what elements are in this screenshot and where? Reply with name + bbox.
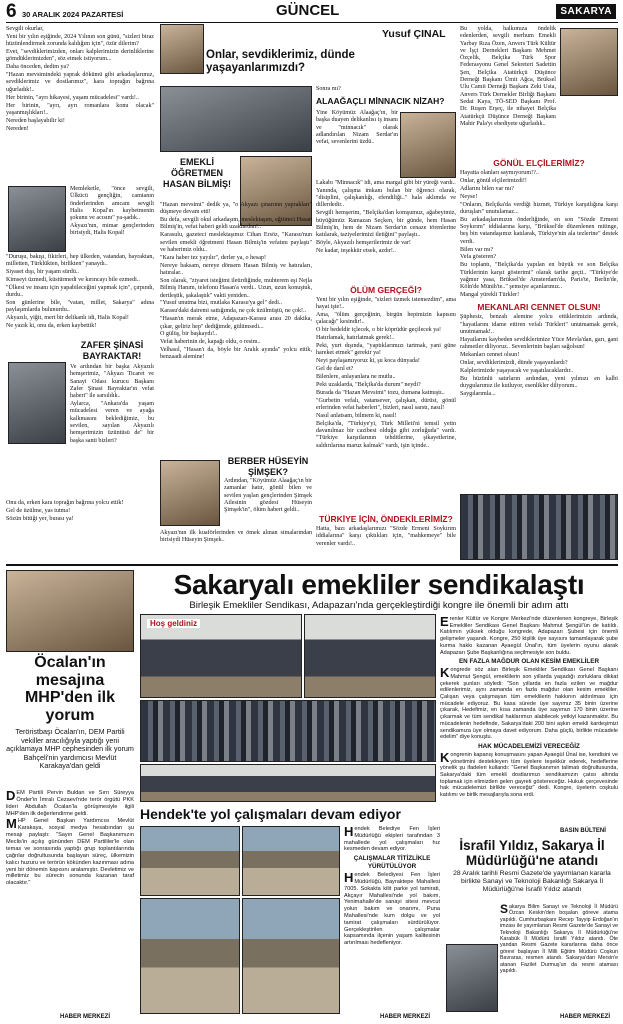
- paragraph: "Duruşu, bakışı, fikirleri, hep ülkeden, vatandan, bayraktan, milletten, Türklükten, birlikten" yanaydı..: [6, 254, 154, 268]
- paragraph: Sevgili okurlar,: [6, 26, 44, 32]
- yildiz-byline: HABER MERKEZİ: [560, 1014, 611, 1020]
- paragraph: Akyazı'nın ilk kuaförlerinden ve ömek alınan simalarından birisiydi Hüseyin Şimşek..: [160, 530, 312, 544]
- column-headline: Onlar, sevdiklerimiz, dünde yaşayanlarımızdı?: [206, 49, 355, 74]
- column-author: Yusuf ÇINAL: [382, 28, 446, 40]
- bayraktar-photo: [8, 362, 66, 444]
- drop-cap: S: [500, 902, 509, 916]
- paragraph: "Yusuf unutma bizi, mutlaka Karasu'ya gel" dedi..: [160, 300, 282, 307]
- paragraph: Nasıl anlatsam, bilmem ki, nasıl!: [316, 412, 397, 419]
- paragraph: Adlarını bilen var mı?: [460, 185, 514, 192]
- paragraph: Hayatlarını kaybeden sevdiklerimize Yüce Mevla'dan, garı, gani rahmetler diliyoruz.. Sevenlerinin başları sağolsun!: [460, 336, 618, 351]
- column-col1-kopal-cont: [6, 254, 154, 338]
- congress-banner-photo: [140, 614, 302, 698]
- column-col4-mekan: [460, 314, 618, 398]
- paragraph: Bilenlere, anlayanlara ne mutlu..: [316, 374, 396, 381]
- section-divider: [6, 564, 618, 566]
- paragraph: Akyazı'nın, mimar gençlerinden birisiydi, Halis Kopal!: [70, 223, 154, 237]
- road-photo-3: [140, 898, 240, 1014]
- road-body-1: endek Belediye Fen İşleri Müdürlüğü ekipleri tarafından 3 mahallede yol çalışmaları hız kesmeden devam ediyor.: [344, 826, 440, 853]
- drop-cap: K: [440, 749, 450, 765]
- paragraph: Evet, "sevdiklerimizden, onları kalplerimizin derinliklerine gömdüklerimizden", söz etmek istiyorum...: [6, 49, 154, 63]
- paragraph: [440, 667, 618, 741]
- paragraph: Mekanları cennet olsun!: [460, 352, 520, 359]
- paragraph: Onlar, sevdiklerimizdi, dünde yaşayanlardı?: [460, 359, 568, 366]
- yildiz-lead: 28 Aralık tarihli Resmi Gazete'de yayımlanan kararla birlikte Sanayi ve Teknoloji Bakanlığı Sakarya İl Müdürlüğü'ne İsrafil Yıldız atandı: [453, 870, 611, 893]
- paragraph: Mangal yürekli Türkler!: [460, 292, 520, 299]
- subhead-magdur: EN FAZLA MAĞDUR OLAN KESİM EMEKLİLER: [458, 658, 600, 666]
- column-col1-zafer: [70, 364, 154, 476]
- drop-cap: E: [440, 614, 449, 629]
- subhead-gonul: GÖNÜL ELÇİLERİMİZ?: [493, 158, 585, 168]
- paragraph: Belçika'da, "Türkiye'yi, Türk Milleti'ni temsil yetin davanılmaz bir cazibesi olduğu gibi zorluğuda" vardı. "Türkiye karşıtlarının tehditlerine, şikayetlerine, saldırılarına maruz kalmak" vardı, işin içinde..: [316, 420, 456, 449]
- main-headline: Sakaryalı emekliler sendikalaştı: [173, 569, 585, 600]
- ocalan-body: [6, 790, 134, 1012]
- huseyin-photo: [160, 460, 220, 526]
- road-body-2: endek Belediyesi Fen İşleri Müdürlüğü, Bayraktepe Mahallesi 7005. Sokakta kilit parke yol tamirati, Akçayır Mahallesi'nde yol bakım, Yenimahalle'de sanayi sitesi mevcut yolun bakım ve onarımı, Puna Mahallesi'nde kum dolgu ve yol tamirat çalışmaları sürdürülüyor. Gerçekleştirilen çalışmalar kapsamında ilçenin yaşam kalitesinin artırılması hedefleniyor.: [344, 872, 440, 947]
- paragraph: Böyle, Akyazılı hemşerilerimiz de var!: [316, 240, 411, 247]
- paragraph: Saygılarımla...: [460, 390, 496, 397]
- paragraph: "Hazan mevsimindeki yaprak dökümü gibi arkadaşlarımız, sevdiklerimiz ve dostlarımız", kara toprağın bağrına uğurladık!..: [6, 72, 154, 93]
- paragraph: Bu defa, sevgili okul arkadaşım, meslektaşım, eğitimci Hasan Bilmiş'in, vefat haberi geldi uzaklardan!..: [160, 217, 312, 231]
- yildiz-headline: İsrafil Yıldız, Sakarya İl Müdürlüğü'ne atandı: [459, 838, 605, 868]
- column-col4-gonul: [460, 170, 618, 299]
- paragraph: Neyi paylaşamıyoruz ki, şu koca dünyada!: [316, 358, 420, 365]
- yildiz-body-text: akarya Bilim Sanayi ve Teknoloji İl Müdürü Özcan Keskin'den boşalan göreve atama yapıldı. Cumhurbaşkanı Recep Tayyip Erdoğan'ın imzası ile yayımlanan Resmi Gazete'de Sanayi ve Teknoloji Bakanlığı Sakarya İl Müdürlüğü'ne Karabük İl Müdürü İsrafil Yıldız atandı. Öte yandan Resmi Gazete kararlarına daha önce görevi başlayan İl Milli Eğitim Müdürü Coşkun Bavraras, resmen atandı. Sakarya'dan Mersin'e atanan Fazilet Durmuş'un da resmi ataması yapıldı.: [500, 904, 618, 975]
- paragraph: Onu da, erken kara toprağın bağrına yolcu ettik!: [6, 500, 124, 506]
- subhead-hasan: EMEKLİ ÖĞRETMEN HASAN BİLMİŞ!: [163, 157, 231, 189]
- drop-cap: H: [344, 824, 354, 839]
- funeral-photo: [160, 86, 312, 152]
- paragraph: Ardından, "Köyümüz Alaağaç'ın bir zamanlar hatır, gönül bilen ve sevilen yaşlan gençlerinden Şimşek Ailesinin gözdesi Hüseyin Şimşek'in", ölüm haberi geldi..: [224, 478, 312, 514]
- paragraph: Yeni bir yılın eşiğinde, "sizleri üzmek istemezdim", ama hayat işte!..: [316, 297, 456, 311]
- paragraph: Ne kadar, teşekkür etsek, azdır!..: [316, 248, 396, 255]
- paragraph: Bilen var mı?: [460, 246, 494, 253]
- issue-date: 30 ARALIK 2024 PAZARTESİ: [22, 10, 124, 19]
- paragraph: Nereden başlayabilir ki!: [6, 117, 65, 124]
- ocalan-byline: HABER MERKEZİ: [60, 1014, 111, 1020]
- road-photo-1: [140, 826, 240, 896]
- main-body: [440, 616, 618, 826]
- kopal-photo: [8, 186, 66, 252]
- main-subheadline: Birleşik Emekliler Sendikası, Adapazarı'nda gerçekleştirdiği kongre ile önemli bir adım attı: [189, 600, 569, 611]
- paragraph: Kimseyi üzmedi, küstürmedi ve kırıncayı bile ezmedi..: [6, 277, 140, 284]
- paragraph: Onlar, gönül elçilerimizdi!!: [460, 177, 527, 184]
- paragraph: Her birinin, "ayrı hikayesi, yaşam mücadelesi" vardı!..: [6, 94, 139, 101]
- column-col3-alaagac: [316, 110, 398, 180]
- column-col2-huseyin: [224, 478, 312, 528]
- paragraph: "Hazan mevsimi" dedik ya, "o Akyazı çınarının yaprakları" düşmeye devam etti!: [160, 202, 312, 216]
- yildiz-body: [500, 904, 618, 1012]
- paragraph: O gülüş, bir başkaydı!..: [160, 331, 218, 338]
- drop-cap: H: [344, 870, 354, 886]
- column-col1-kopal: [70, 186, 154, 252]
- subhead-road: ÇALIŞMALAR TİTİZLİKLE YÜRÜTÜLÜYOR: [353, 855, 431, 871]
- column-col3-top: [316, 86, 456, 95]
- paragraph: Son olarak, "ziyaret isteğimi iletirdiğinde, muhterem eşi Nejla Bilmiş Hanım, telefonu Hasan'a verdi.. Uzun, uzun konuştuk, dertleştik, şakalaştık" vakti yeniden..: [160, 277, 312, 299]
- paragraph: Memleketle, "önce sevgili, Ülkücü gençliğin, camianın önderlerinden amcam sevgili Halis Kopal'ın kaybetmenin şokunu ve acısını" ya-şadık..: [70, 186, 154, 222]
- paragraph: "Hasan'ın merak etme, Adapazarı-Karasu arası 20 dakika, çıkar, geliriz hep" dediğimde, gülümsedi...: [160, 316, 312, 330]
- paragraph: Yanında, çalışma imkanı bulan bir öğrenci olarak, "disiplini, çalışkanlığı, efendiliği.." hala aklımda ve dillerdedir..: [316, 187, 456, 209]
- paragraph: Siyaset dışı, bir yaşam sürdü..: [6, 269, 79, 276]
- paragraph: Son günlerine bile, "vatan, millet, Sakarya" adına paylaşımlarda bulunurdu..: [6, 300, 154, 314]
- road-byline: HABER MERKEZİ: [380, 1014, 431, 1020]
- paragraph: Hatırlamak, hatırlatmak gerek!..: [316, 335, 395, 342]
- road-photo-4: [242, 898, 340, 1014]
- paragraph: Daha önceden, dedim ya?: [6, 64, 69, 71]
- paragraph: [344, 826, 440, 853]
- drop-cap: K: [440, 665, 450, 681]
- paragraph: Şüphesiz, benzah alemine yolcu ettiklerimizin ardında, "hayatlarını idame ettiren vefalı Türkleri" unutmamak gerek, unutmamak!..: [460, 314, 618, 335]
- paragraph: Bu hüzünlü satırların ardından, yeni yılınızı en kalbi duygularımız ile kutluyor, esenlikler diliyorum..: [460, 375, 618, 390]
- congress-stage-photo: [304, 614, 436, 698]
- paragraph: Hatta, bazı arkadaşlarımızı "Sözde Ermeni Soykırım iddialarına" karşı çıktıkları için, "mahkemeye" bile verenler vardı!..: [316, 526, 456, 547]
- main-body-hak: ongrenin kapanış konuşmasını yapan Ayaegül Ünal ise, kendisini ve yönetimini destekleyen tüm üyelere teşekkür ederek, hedeflerine yönelik şu ifadeleri kullandı: "Genel Başkanımın talimatı doğrultusunda, Sakarya'daki tüm emekli dostlarımızı sendikamızın çatısı altında toplamak için elimizden gelen gayreti göstereceğiz. Hukuk çerçevesinde hak mücadelemizi birlikte vereceğiz" dedi. Kongre, üyelerin coşkulu katılımı ve birlik mesajlarıyla sona erdi.: [440, 751, 618, 799]
- paragraph: Gel de darıl et?: [316, 366, 354, 373]
- subhead-huseyin: BERBER HÜSEYİN ŞİMŞEK?: [227, 456, 309, 477]
- column-col4-top-a: [460, 26, 556, 127]
- paragraph: [440, 616, 618, 656]
- paragraph: Ne yazık ki, onu da, erken kaybettik!: [6, 323, 97, 330]
- column-col1-intro: [6, 26, 154, 186]
- subhead-zafer: ZAFER ŞİNASİ BAYRAKTAR!: [80, 340, 144, 361]
- paragraph: Yeni bir yılın eşiğinde, 2024 Yılının son günü, "sizleri biraz hüzünlendirmek zorunda kaldığım için", özür dilerim?: [6, 33, 154, 48]
- subhead-olum: ÖLÜM GERÇEĞİ?: [350, 285, 422, 295]
- paragraph: Ama, "ölüm gerçeğinin, birgün hepimizin kapısını çalacağı" kesindir!..: [316, 312, 456, 326]
- paragraph: "Onların, Belçika'da verdiği hizmet, Türkiye karşıtlığına karşı duruşları" unutulamaz...: [460, 201, 618, 215]
- column-col3-alaagac-cont: [316, 180, 456, 280]
- paragraph: Velhasıl, "Hasan'ı da, böyle bir Aralık ayında" yolcu ettik, benzaadi alemine!: [160, 347, 312, 361]
- main-byline: BASIN BÜLTENİ: [560, 828, 606, 834]
- paragraph: Aylarca, "Ankara'da yaşam mücadelesi veren ve ayağa kalkmasını beklediğimiz, bu sevilen, sayılan Akyazılı hemşerimizin üzüntüsü de" bir başka santi bizleri?: [70, 401, 154, 444]
- paragraph: [6, 790, 134, 818]
- subhead-hak: HAK MÜCADELEMİZİ VERECEĞİZ: [478, 742, 580, 750]
- olum-section: [316, 282, 456, 512]
- paragraph: Nereden!: [6, 125, 29, 132]
- column-col2-hasan: [160, 202, 312, 458]
- paragraph: Karasu'daki dairemi sattığımda, ne çok üzülmüştü, ne çok!..: [160, 308, 307, 315]
- paragraph: Nereye baksam, nereye dönsem Hasan Bilmiş ve hatıraları, hatıralar..: [160, 262, 312, 277]
- paragraph: Sevgili hemşerim, "Belçika'dan komşumuz, ağabeyimiz, büyüğümüz Ramazan Seçken, bir günde, hem Hasan Bilmiş'in, hem de Nizam Serdar'ın cenaze törenlerine katılarak, taziyelerimizi iletiğini" paylaştı..: [316, 210, 456, 239]
- paragraph: Bu toplantı, "Belçika'da yapılan en büyük ve son Belçika Türklerinin karşıt gösterimi" olarak tarihe geçti.. "Türkiye'de yağmur yasa, Brüksel'de Amsterdam'da, Paris'te, Berlin'de, Köln'de Münih'te.." şemsiye açanlarımız..: [460, 262, 618, 291]
- subhead-alaagac: ALAAĞAÇLI MİNNACIK NİZAH?: [316, 96, 445, 106]
- paragraph: [6, 818, 134, 887]
- road-headline: Hendek'te yol çalışmaları devam ediyor: [140, 806, 401, 822]
- turkiye-section: [316, 514, 456, 560]
- paragraph: Peki uzaklarda, "Belçika'da durum" neydi?: [316, 382, 421, 389]
- ocalan-body-1: EM Partili Pervin Buldan ve Sırrı Süreyya Önder'in İmralı Cezaevi'nde terör örgütü PKK lideri Abdullah Öcalan'la görüşmesiyle ilgili MHP'den ilk değerlendirme geldi.: [6, 790, 134, 817]
- paragraph: Karasulu, gazeteci meslektaşımız Cihan Ersöz, "Karasu'nun sevilen emekli öğretmeni Hasan Bilmiş'in vefatını paylaştı" ve haberimiz oldu..: [160, 232, 312, 253]
- belgium-group-photo: [460, 494, 618, 560]
- page-header: [6, 2, 618, 22]
- col4-flow: [460, 98, 618, 492]
- paragraph: Sözün bittiği yer, burası ya!: [6, 515, 74, 522]
- congress-speech-photo: [140, 764, 436, 802]
- paragraph: Kalplerimizde yaşayacak ve yaşatılacaklardır..: [460, 367, 574, 374]
- section-title: GÜNCEL: [276, 2, 340, 19]
- column-col2-huseyin-end: [160, 530, 312, 558]
- header-rule: [6, 22, 618, 23]
- paragraph: Vefat haberinin de, kapağı oldu, o resim..: [160, 339, 261, 346]
- paragraph: Yine Köyümüz Alaağaç'ın, bir başka duayen delikanlısı iş insanı ve "minnacık" olarak adlandırılan Nizam Serdar'ın vefat, sevenlerini üzdü..: [316, 110, 398, 146]
- column-col3-olum: [316, 297, 456, 511]
- congress-crowd-photo: [140, 700, 436, 762]
- paragraph: Hayatta olanları saymıyorum!?..: [460, 170, 539, 176]
- drop-cap: D: [6, 788, 16, 803]
- paragraph: [500, 904, 618, 974]
- subhead-turkiye: TÜRKİYE İÇİN, ÖNDEKİLERİMİZ?: [319, 514, 453, 524]
- nizam-photo: [400, 112, 456, 178]
- banner-text: Hoş geldiniz: [147, 619, 200, 628]
- paragraph: Gel de üzülme, yas tutma!: [6, 507, 71, 514]
- paragraph: Bu yolda, halkımıza öndelik edenlerden, sevgili merhum Emekli Yarbay Rıza Özen, Anvers Türk Kültür ve İşçi Dernekleri Başkanı Mehmet Özçelik, Belçika Türk Spor Federasyonu Genel Sekreteri Sadettin Şen, Belçika Atatürkçü Düşünce Derneği Başkanı Ümit Ağca, Brüksel Ulu Camii Derneği Başkanı Zeki Usta, Anvers Türk Dernekler Birliği Başkanı Sedat Kaya, TÖ-SED Başkanı Prof. Dr. Ruşen Erşeç, ile nihayet Belçika Atatürkçü Düşünce Derneği Başkanı Mahir Pala'yı ebediyete uğurladık..: [460, 26, 556, 127]
- paragraph: Sonra mı?: [316, 86, 341, 92]
- page-number: 6: [6, 1, 17, 22]
- paragraph: Her birinin, "ayrı, ayrı romanlara konu olacak" yaşanmışlıkları!..: [6, 102, 154, 116]
- road-body: [344, 826, 440, 1012]
- subhead-mekan: MEKANLARI CENNET OLSUN!: [477, 302, 601, 313]
- paragraph: Vefa gösteren?: [460, 254, 497, 261]
- column-col3-turkiye: [316, 526, 456, 556]
- paragraph: Burada da "Hazan Mevsimi" tozu, dumana katmıştı..: [316, 389, 445, 396]
- newspaper-logo: SAKARYA: [556, 4, 616, 19]
- paragraph: Lakabı "Minnacık" idi, ama margal gibi bir yüreği vardı..: [316, 180, 456, 186]
- paragraph: Peki, yurt dışında, "yaptıklarımızı tartmak, yani güne hareket etmek" gerekir ya!: [316, 343, 456, 357]
- paragraph: "Gurbetin vefalı, vatansever, çalışkan, dürüst, gönül erlerinden vefat haberleri", bizleri, nasıl sarstı, nasıl!: [316, 397, 456, 412]
- paragraph: Ve ardından bir başka Akyazılı hemşerimiz, "Akyazı Ticaret ve Sanayi Odası kurucu Başkanı Zafer Şinasi Bayraktar'ın vefat haberi" ile sarsıldık..: [70, 364, 154, 400]
- ocalan-headline: Öcalan'ın mesajına MHP'den ilk yorum: [24, 654, 116, 724]
- ocalan-body-2: HP Genel Başkan Yardımcısı Mevlüt Karakaya, sosyal medya hesabından şu mesajı paylaştı: "Sayın Genel Başkanımızın Meclis'in açılış gününden DEM Partililer'le olan temas ve sonrasında yaptığı grup toplantılarında çağrılar doğrultusunda başlayan süreç, ülkemizin kalıcı huzuru ve terörün kökünden kazınması adına yeni bir dönemin kapısını aralamıştır. Devletimiz ve milletimiz bu sürecin sonunda kazanan taraf olacaktır.": [6, 818, 134, 887]
- main-body-intro: renler Kültür ve Kongre Merkezi'nde düzenlenen kongreye, Birleşik Emekliler Sendikası Genel Başkanı Mahmut Şengül'ün de katıldı. Katılımın yüksek olduğu kongrede, Adapazarı Şubesi için önemli gelişmeler yaşandı. Kongre, 250 kişilik üye sayısını tamamlayarak şube kurma hakkı kazanan Ayaegül Ünal'ın, tüm üyelerin oyunu alarak Adapazarı Şube Başkanlığına seçilmesiyle son buldu.: [440, 616, 618, 656]
- ocalan-lead: Teröristbaşı Öcalan'ın, DEM Partili vekiller aracılığıyla yaptığı yeni açıklamaya MHP cephesinden ilk yorum Bahçeli'nin yardımcısı Mevlüt Karakaya'dan geldi: [6, 727, 134, 771]
- paragraph: O bir bedeldir içlecek, o bir köprüdür geçilecek ya!: [316, 327, 442, 334]
- paragraph: "Kara haber tez yayılır", derler ya, o hesap!: [160, 254, 266, 261]
- column-col1-zafer-end: [6, 500, 154, 558]
- yildiz-photo: [446, 944, 498, 1012]
- paragraph: Neyse!: [460, 193, 478, 200]
- paragraph: Akyazılı, yiğit, mert bir delikanlı idi, Halis Kopal!: [6, 315, 129, 322]
- belgium-portrait: [560, 28, 618, 96]
- main-body-magdur: ongrede söz alan Birleşik Emekliler Sendikası Genel Başkanı Mahmut Şengül, emeklilerin son yıllarda yaşadığı zorluklara dikkat çekerek şunları söyledi: "Son yıllarda en fazla ezilen ve mağdur edilenlerimiz, aynı zamanda en fazla mağdur olan kesim emekliler. Çalışan veya çalışmayan tüm emeklilerin hakkının aldırılması için mücadele ediyoruz. Bu kasa sürede üye sayımız 35 binin üzerine çıkarak, Hedefimiz, en kısa zamanda üye sayımızı 170 binin üzerine çıkarmak ve tüm sendikal haklarımızı alabilecek yetkiyi kazanmaktır. Bu mücadelenin hedefinde, Sakarya'daki 200 bini aşkın emekli kardeşimizi sendikamıza üye olmaya davet ediyorum. Daha güçlü, birlikte mücadele edelim" diye konuştu.: [440, 667, 618, 741]
- paragraph: Bu arkadaşlarımızın önderliğinde, en son "Sözde Ermeni Soykırım" iddialarına karşı, "Brüksel'de düzenlenen mitinge, beş bin vatandaşımız katılarak, Türkiye'nin ala tezlerine" destek verdi.: [460, 216, 618, 245]
- road-photo-2: [242, 826, 340, 896]
- paragraph: [344, 872, 440, 947]
- author-photo: [160, 24, 204, 74]
- karakaya-photo: [6, 570, 134, 652]
- paragraph: "Ülkesi ve insanı için yapabileceğini yapmak için", çırpındı, durdu..: [6, 284, 154, 299]
- paragraph: [440, 749, 618, 799]
- drop-cap: M: [6, 816, 17, 832]
